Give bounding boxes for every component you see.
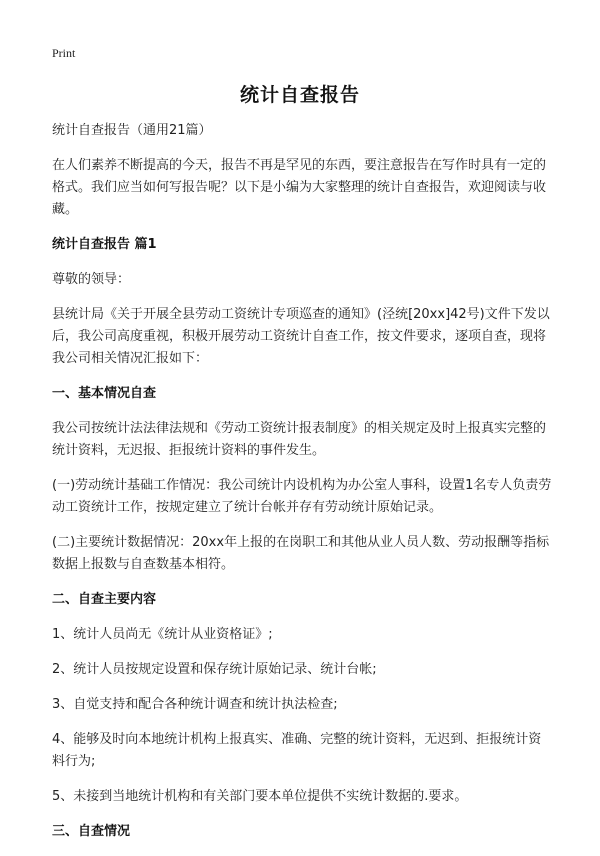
page-title: 统计自查报告 xyxy=(239,84,360,106)
basic-paragraph: 我公司按统计法法律法规和《劳动工资统计报表制度》的相关规定及时上报真实完整的统计资料，无迟报、拒报统计资料的事件发生。 xyxy=(52,421,547,458)
print-link[interactable]: Print xyxy=(52,46,76,60)
notice-paragraph: 县统计局《关于开展全县劳动工资统计专项巡查的通知》(泾统[20xx]42号)文件下发以后，我公司高度重视，积极开展劳动工资统计自查工作，按文件要求，逐项自查，现将我公司相关情况汇报如下： xyxy=(52,307,550,366)
list-item: 5、未接到当地统计机构和有关部门要本单位提供不实统计数据的.要求。 xyxy=(52,789,468,804)
document-subtitle: 统计自查报告（通用21篇） xyxy=(52,123,212,138)
salutation: 尊敬的领导： xyxy=(52,272,131,287)
basic-heading: 一、基本情况自查 xyxy=(52,386,157,401)
list-item: 4、能够及时向本地统计机构上报真实、准确、完整的统计资料，无迟到、拒报统计资料行为; xyxy=(52,732,542,769)
intro-paragraph: 在人们素养不断提高的今天，报告不再是罕见的东西，要注意报告在写作时具有一定的格式。我们应当如何写报告呢？以下是小编为大家整理的统计自查报告，欢迎阅读与收藏。 xyxy=(52,158,547,217)
section-heading-1: 统计自查报告 篇1 xyxy=(52,237,157,252)
situation-heading: 三、自查情况 xyxy=(52,824,131,839)
list-item: 2、统计人员按规定设置和保存统计原始记录、统计台帐; xyxy=(52,662,377,677)
main-data-paragraph: (二)主要统计数据情况：20xx年上报的在岗职工和其他从业人员人数、劳动报酬等指标数据上报数与自查数基本相符。 xyxy=(52,535,550,572)
content-heading: 二、自查主要内容 xyxy=(52,592,157,607)
list-item: 1、统计人员尚无《统计从业资格证》; xyxy=(52,627,273,642)
list-item: 3、自觉支持和配合各种统计调查和统计执法检查; xyxy=(52,697,338,712)
document-body xyxy=(52,120,552,856)
labor-paragraph: (一)劳动统计基础工作情况：我公司统计内设机构为办公室人事科，设置1名专人负责劳动工资统计工作，按规定建立了统计台帐并存有劳动统计原始记录。 xyxy=(52,478,552,515)
